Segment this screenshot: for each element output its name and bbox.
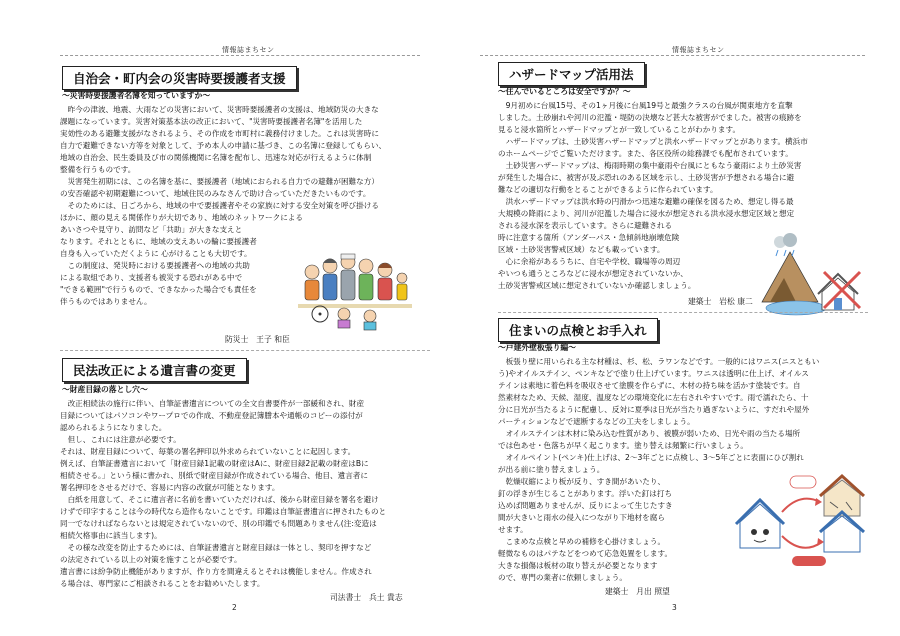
community-people-illustration: [290, 232, 420, 332]
signature-hazard-map: 建築士 岩松 康二: [688, 297, 753, 306]
hazard-landslide-illustration: [760, 232, 870, 318]
signature-disaster-support: 防災士 王子 和臣: [225, 335, 290, 344]
article-body-hazard-map: 9月初めに台風15号、その1ヶ月後に台風19号と最強クラスの台風が関東地方を直撃 しました。土砂崩れや河川の氾濫・堤防の決壊など甚大な被害がでました。被害の痕跡を 見ると浸水箇所とハザードマップとが一致していることがわかります。 ハザードマップは、土砂災害ハザードマップと洪水ハザードマップとがあります。横浜市 のホームページでご覧いただけます。また、各区役所の総務課でも配布されています。 土砂災害ハザードマップは、梅雨時期の集中豪雨や台風にともなう豪雨により土砂災害 が発生した場合に、被害が及ぶ恐れのある区域を示し、土砂災害が予想される場合に避 難などの適切な行動をとることができるように作られています。 洪水ハザードマップは洪水時の円滑かつ迅速な避難の確保を図るため、想定し得る最 大規模の降雨により、河川が氾濫した場合に浸水が想定される洪水浸水想定区域と想定 される浸水深を表示しています。さらに避難される 時に注意する箇所（アンダーパス・急傾斜地崩壊危険 区域・土砂災害警戒区域）なども載っています。 心に余裕があるうちに、自宅や学校、職場等の周辺 やいつも通うところなどに浸水が想定されていないか、 土砂災害警戒区域に想定されていないか確認しましょう。: [498, 101, 808, 290]
article-subtitle: ～災害時要援護者名簿を知っていますか～: [62, 91, 211, 100]
article-title-hazard-map: ハザードマップ活用法: [498, 62, 645, 86]
signature-will-reform: 司法書士 兵土 貴志: [330, 593, 403, 602]
article-subtitle: ～住んでいるところは安全ですか？～: [498, 87, 631, 96]
article-subtitle: ～財産目録の落とし穴～: [62, 385, 148, 394]
header-rule: [60, 55, 420, 56]
running-head: 情報誌まちセン: [672, 46, 725, 54]
section-divider: [60, 350, 430, 351]
article-body-will-reform: 改正相続法の施行に伴い、自筆証書遺言についての全文自書要件が一部緩和され、財産 目録についてはパソコンやワープロでの作成、不動産登記簿謄本や通帳のコピーの添付が 認められるようになりました。 但し、これには注意が必要です。 それは、財産目録について、毎葉の署名押印以外求められていないことに起因します。 例えば、自筆証書遺言において「財産目録1記載の財産はAに、財産目録2記載の財産はBに 相続させる。」という様に書かれ、別紙で財産目録が作成されている場合、他目、遺言者に 署名押印をさせるだけで、容易に内容の改竄が可能となります。 白紙を用意して、そこに遺言者に名前を書いていただければ、後から財産目録を署名を避け けずで印字することは今の時代なら造作もないことです。印鑑は自筆証書遺言に押されたものと 同一でなければならないとは規定されていないので、別の印鑑でも問題ありません(注:変造は 相続欠格事由に該当します)。 その様な改変を防止するためには、自筆証書遺言と財産目録は一体とし、契印を押すなど の法定されている以上の対策を施すことが必要です。 遺言書には紛争防止機能がありますが、作り方を間違えるとそれは機能しません。作成され る場合は、専門家にご相談されることをお勧めいたします。: [60, 399, 387, 588]
header-rule: [480, 55, 865, 56]
signature-house-maintenance: 建築士 月出 照望: [605, 587, 670, 596]
running-head: 情報誌まちセン: [222, 46, 275, 54]
article-body-disaster-support: 昨今の津波、地震、大雨などの災害において、災害時要援護者の支援は、地域防災の大きな 課題になっています。災害対策基本法の改正において、"災害時要援護者名簿"を活用した 実効性のある避難支援がなされるよう、その作成を市町村に義務付けました。これは災害時に 自力で避難できない方等を対象として、予め本人の申請に基づき、この名簿に登録してもらい、 地域の自治会、民生委員及び市の関係機関に名簿を配布し、迅速な対応が行えるように体制 整備を行うものです。 災害発生初期には、この名簿を基に、要援護者（地域におられる自力での避難が困難な方） の安否確認や初期避難について、地域住民のみなさんで助け合っていただきたいものです。 そのためには、日ごろから、地域の中で要援護者やその家族に対する安全対策を呼び掛ける ほかに、顔の見える関係作りが大切であり、地域のネットワークによる あいさつや見守り、訪問など「共助」が大きな支えと なります。それとともに、地域の支えあいの輪に要援護者 自身も入っていただくように 心がけることも大切です。 この制度は、発災時における要援護者への地域の共助 による取組であり、支援者も被災する恐れがある中で "できる範囲"で行うもので、できなかった場合でも責任を 伴うものではありません。: [60, 105, 387, 306]
house-repair-illustration: [720, 472, 868, 570]
article-body-house-maintenance: 板張り壁に用いられる主な材種は、杉、松、ラワンなどです。一般的にはワニス(ニスともい う)やオイルステイン、ペンキなどで塗り仕上げています。ワニスは透明に仕上げ、オイルス テインは素地に着色料を吸収させて塗膜を作らずに、木材の持ち味を活かす塗装です。自 然素材なため、天候、湿度、温度などの環境変化に左右されやすいです。雨で濡れたら、十 分に日光が当たるように配慮し、反対に夏季は日光が当たり過ぎないように、すだれや屋外 パーティションなどで遮断するなどの工夫をしましょう。 オイルステインは木材に染み込む性質があり、被膜が弱いため、日光や雨の当たる場所 では色あせ・色落ちが早く起こります。塗り替えは頻繁に行いましょう。 オイルペイント(ペンキ)仕上げは、2～3年ごとに点検し、3～5年ごとに表面にひび割れ が出る前に塗り替えましょう。 乾燥収縮により板が反り、すき間があいたり、 釘の浮きが生じることがあります。浮いた釘は打ち 込めば問題ありませんが、反りによって生じたすき 間が大きいと雨水の侵入につながり下地材を腐ら せます。 こまめな点検と早めの補修を心掛けましょう。 軽微なものはパテなどをつめて応急処置をします。 大きな損傷は板材の取り替えが必要となります ので、専門の業者に依頼しましょう。: [498, 357, 820, 582]
article-title-will-reform: 民法改正による遺言書の変更: [62, 358, 247, 382]
section-divider: [498, 312, 868, 313]
right-page: [450, 0, 900, 636]
article-subtitle: ～戸建外壁板張り編～: [498, 343, 576, 352]
page-number: 2: [232, 603, 237, 612]
article-title-house-maintenance: 住まいの点検とお手入れ: [498, 318, 658, 342]
page-number: 3: [672, 603, 677, 612]
article-title-disaster-support: 自治会・町内会の災害時要援護者支援: [62, 66, 297, 90]
